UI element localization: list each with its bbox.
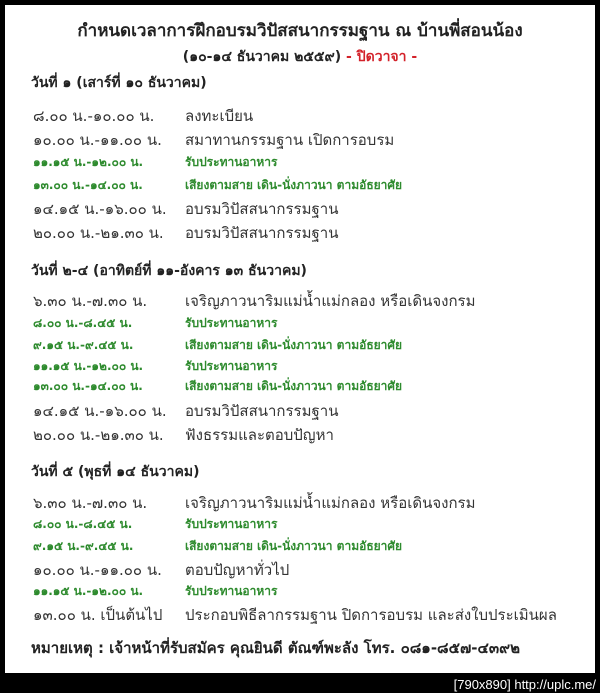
contact-note: หมายเหตุ : เจ้าหน้าที่รับสมัคร คุณยินดี ตัณฑ์พะลัง โทร. ๐๘๑-๘๕๗-๔๓๙๒ [31,639,520,657]
document-title: กำหนดเวลาการฝึกอบรมวิปัสสนากรรมฐาน ณ บ้านพี่สอนน้อง [77,21,523,41]
time: ๙.๑๕ น.-๙.๔๕ น. [33,338,134,352]
date-range-text: (๑๐-๑๔ ธันวาคม ๒๕๕๙) [182,49,342,65]
time: ๑๓.๐๐ น. เป็นต้นไป [33,606,163,624]
activity: เสียงตามสาย เดิน-นั่งภาวนา ตามอัธยาศัย [185,539,403,553]
activity: รับประทานอาหาร [185,517,278,531]
activity: อบรมวิปัสสนากรรมฐาน [185,224,339,242]
day-heading: วันที่ ๒-๔ (อาทิตย์ที่ ๑๑-อังคาร ๑๓ ธันวาคม) [31,263,307,279]
day-heading: วันที่ ๕ (พุธที่ ๑๔ ธันวาคม) [31,464,200,480]
time: ๖.๓๐ น.-๗.๓๐ น. [33,494,148,512]
activity: เสียงตามสาย เดิน-นั่งภาวนา ตามอัธยาศัย [185,338,403,352]
activity: รับประทานอาหาร [185,584,278,598]
day-heading: วันที่ ๑ (เสาร์ที่ ๑๐ ธันวาคม) [31,75,207,91]
time: ๒๐.๐๐ น.-๒๑.๓๐ น. [33,224,164,242]
activity: เสียงตามสาย เดิน-นั่งภาวนา ตามอัธยาศัย [185,178,403,192]
image-host-watermark: [790x890] http://uplc.me/ [453,677,596,692]
date-range [5,46,595,68]
time: ๑๔.๑๕ น.-๑๖.๐๐ น. [33,402,167,420]
time: ๑๑.๑๕ น.-๑๒.๐๐ น. [33,359,144,373]
time: ๒๐.๐๐ น.-๒๑.๓๐ น. [33,426,164,444]
silence-note: - ปิดวาจา - [346,49,418,65]
activity: รับประทานอาหาร [185,316,278,330]
schedule-document [5,5,595,673]
activity: ประกอบพิธีลากรรมฐาน ปิดการอบรม และส่งใบประเมินผล [185,606,557,624]
activity: อบรมวิปัสสนากรรมฐาน [185,402,339,420]
activity: รับประทานอาหาร [185,359,278,373]
activity: ตอบปัญหาทั่วไป [185,561,290,579]
time: ๘.๐๐ น.-๑๐.๐๐ น. [33,107,155,125]
time: ๑๓.๐๐ น.-๑๔.๐๐ น. [33,379,143,393]
activity: เจริญภาวนาริมแม่น้ำแม่กลอง หรือเดินจงกรม [185,494,476,512]
time: ๑๐.๐๐ น.-๑๑.๐๐ น. [33,561,162,579]
time: ๑๐.๐๐ น.-๑๑.๐๐ น. [33,131,162,149]
activity: ฟังธรรมและตอบปัญหา [185,426,334,444]
activity: อบรมวิปัสสนากรรมฐาน [185,200,339,218]
time: ๑๔.๑๕ น.-๑๖.๐๐ น. [33,200,167,218]
time: ๑๑.๑๕ น.-๑๒.๐๐ น. [33,584,144,598]
time: ๘.๐๐ น.-๘.๔๕ น. [33,316,133,330]
time: ๑๓.๐๐ น.-๑๔.๐๐ น. [33,178,143,192]
activity: ลงทะเบียน [185,107,254,125]
activity: เจริญภาวนาริมแม่น้ำแม่กลอง หรือเดินจงกรม [185,292,476,310]
activity: รับประทานอาหาร [185,155,278,169]
time: ๑๑.๑๕ น.-๑๒.๐๐ น. [33,155,144,169]
activity: สมาทานกรรมฐาน เปิดการอบรม [185,131,395,149]
time: ๘.๐๐ น.-๘.๔๕ น. [33,517,133,531]
time: ๖.๓๐ น.-๗.๓๐ น. [33,292,148,310]
time: ๙.๑๕ น.-๙.๔๕ น. [33,539,134,553]
activity: เสียงตามสาย เดิน-นั่งภาวนา ตามอัธยาศัย [185,379,403,393]
